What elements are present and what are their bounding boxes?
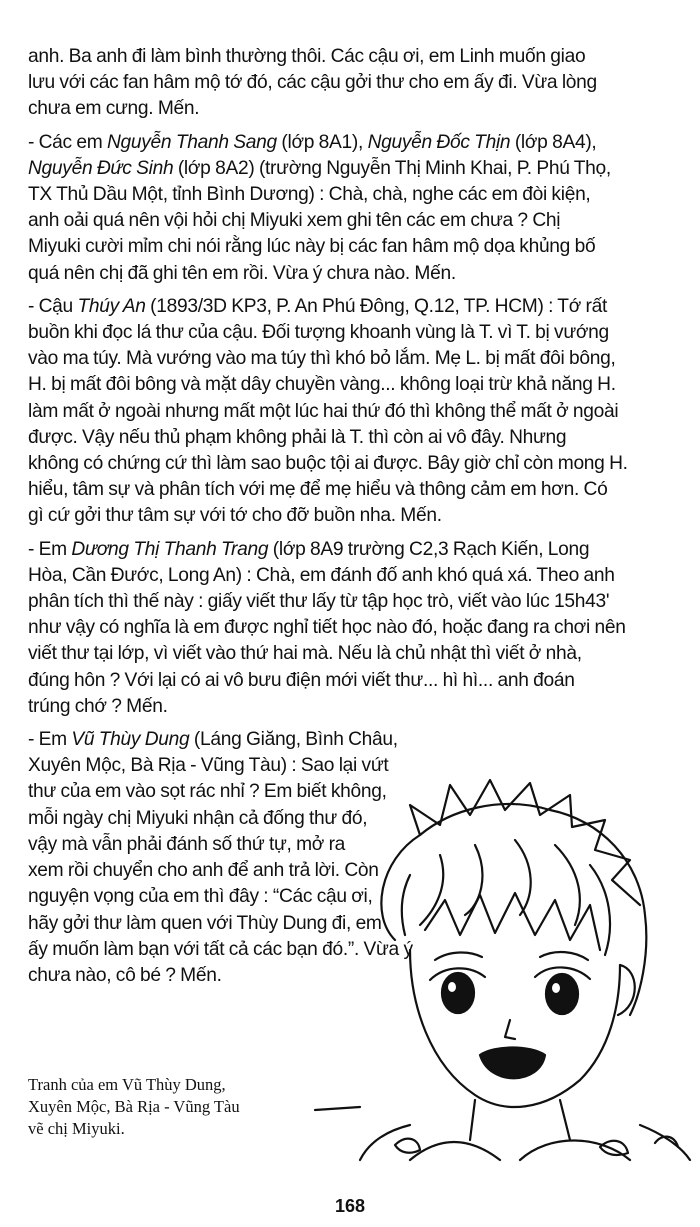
text-line: trúng chớ ? Mến. bbox=[28, 695, 168, 717]
text-line bbox=[28, 537, 680, 563]
recipient-address: (Láng Giăng, Bình Châu, bbox=[189, 729, 398, 751]
text-line: H. bị mất đôi bông và mặt dây chuyền vàng... không loại trừ khả năng H. bbox=[28, 374, 616, 396]
recipient-class: (lớp 8A1), bbox=[276, 131, 368, 153]
text-line: ấy muốn làm bạn với tất cả các bạn đó.”. Vừa ý bbox=[28, 938, 413, 960]
page-number: 168 bbox=[334, 1196, 366, 1216]
text-line: viết thư tại lớp, vì viết vào thứ hai mà. Nếu là chủ nhật thì viết ở nhà, bbox=[28, 643, 582, 665]
recipient-class: (lớp 8A4), bbox=[510, 131, 597, 153]
text-line: anh. Ba anh đi làm bình thường thôi. Các cậu ơi, em Linh muốn giao bbox=[28, 46, 586, 67]
reply-paragraph-4 bbox=[28, 537, 680, 720]
dash-prefix: - Các em bbox=[28, 131, 107, 153]
text-line: phân tích thì thế này : giấy viết thư lấy từ tập học trò, viết vào lúc 15h43' bbox=[28, 591, 610, 613]
text-line: gì cứ gởi thư tâm sự với tớ cho đỡ buồn nha. Mến. bbox=[28, 505, 442, 527]
text-line: đúng hôn ? Với lại có ai vô bưu điện mới viết thư... hì hì... anh đoán bbox=[28, 669, 575, 691]
dash-prefix: - Em bbox=[28, 538, 72, 560]
text-line: Hòa, Cần Đước, Long An) : Chà, em đánh đố anh khó quá xá. Theo anh bbox=[28, 564, 615, 586]
text-line: Miyuki cười mỉm chi nói rằng lúc này bị các fan hâm mộ dọa khủng bố bbox=[28, 236, 596, 258]
recipient-name: Vũ Thùy Dung bbox=[71, 729, 190, 751]
face-outline bbox=[410, 950, 620, 1107]
text-line: chưa nào, cô bé ? Mến. bbox=[28, 964, 222, 986]
text-line bbox=[28, 156, 680, 182]
text-line: buồn khi đọc lá thư của cậu. Đối tượng khoanh vùng là T. vì T. bị vướng bbox=[28, 322, 609, 344]
reply-paragraph-3 bbox=[28, 294, 680, 530]
fringe bbox=[425, 893, 600, 950]
text-line: hãy gởi thư làm quen với Thùy Dung đi, em bbox=[28, 912, 382, 934]
dash-prefix: - Em bbox=[28, 729, 72, 751]
reply-paragraph-1 bbox=[28, 44, 680, 123]
hair-strands bbox=[410, 780, 640, 905]
text-line: làm mất ở ngoài nhưng mất một lúc hai thứ đó thì không thể mất ở ngoài bbox=[28, 400, 619, 422]
hair-outline bbox=[381, 804, 646, 1015]
text-line: vậy mà vẫn phải đánh số thứ tự, mở ra bbox=[28, 833, 346, 855]
text-line: chưa em cưng. Mến. bbox=[28, 98, 200, 120]
illustration-caption bbox=[28, 1074, 328, 1140]
caption-line: Xuyên Mộc, Bà Rịa - Vũng Tàu bbox=[28, 1097, 240, 1116]
text-line bbox=[28, 294, 680, 320]
text-line: quá nên chị đã ghi tên em rồi. Vừa ý chưa nào. Mến. bbox=[28, 262, 456, 284]
text-line: vào ma túy. Mà vướng vào ma túy thì khó bỏ lắm. Mẹ L. bị mất đôi bông, bbox=[28, 348, 616, 370]
recipient-name: Dương Thị Thanh Trang bbox=[71, 538, 269, 560]
text-line: không có chứng cứ thì làm sao buộc tội ai được. Bây giờ chỉ còn mong H. bbox=[28, 453, 628, 475]
recipient-name: Nguyễn Đốc Thịn bbox=[367, 131, 511, 153]
recipient-name: Nguyễn Đức Sinh bbox=[28, 157, 174, 179]
text-line: hiểu, tâm sự và phân tích với mẹ để mẹ hiểu và thông cảm em hơn. Có bbox=[28, 479, 608, 501]
text-line bbox=[28, 130, 680, 156]
text-line: xem rồi chuyển cho anh để anh trả lời. Còn bbox=[28, 860, 379, 882]
text-line: như vậy có nghĩa là em được nghỉ tiết học nào đó, hoặc đang ra chơi nên bbox=[28, 617, 626, 639]
text-line: anh oải quá nên vội hỏi chị Miyuki xem ghi tên các em chưa ? Chị bbox=[28, 210, 561, 232]
text-line: TX Thủ Dầu Một, tỉnh Bình Dương) : Chà, chà, nghe các em đòi kiện, bbox=[28, 184, 591, 206]
recipient-address: (lớp 8A2) (trường Nguyễn Thị Minh Khai, P. Phú Thọ, bbox=[173, 157, 611, 179]
caption-line: vẽ chị Miyuki. bbox=[28, 1119, 125, 1138]
miyuki-drawing bbox=[300, 765, 695, 1165]
recipient-name: Nguyễn Thanh Sang bbox=[106, 131, 277, 153]
text-line: nguyện vọng của em thì đây : “Các cậu ơi, bbox=[28, 886, 373, 908]
recipient-name: Thúy An bbox=[77, 295, 146, 317]
reply-paragraph-2 bbox=[28, 130, 680, 287]
recipient-address: (1893/3D KP3, P. An Phú Đông, Q.12, TP. HCM) : Tớ rất bbox=[145, 295, 608, 317]
mouth bbox=[480, 1048, 545, 1079]
text-line: mỗi ngày chị Miyuki nhận cả đống thư đó, bbox=[28, 807, 368, 829]
text-line: thư của em vào sọt rác nhỉ ? Em biết không, bbox=[28, 781, 387, 803]
text-line: Xuyên Mộc, Bà Rịa - Vũng Tàu) : Sao lại vứt bbox=[28, 755, 389, 777]
text-line: được. Vậy nếu thủ phạm không phải là T. thì còn ai vô đây. Nhưng bbox=[28, 426, 567, 448]
text-line bbox=[28, 727, 448, 753]
recipient-address: (lớp 8A9 trường C2,3 Rạch Kiến, Long bbox=[268, 538, 590, 560]
caption-line: Tranh của em Vũ Thùy Dung, bbox=[28, 1075, 226, 1094]
text-line: lưu với các fan hâm mộ tớ đó, các cậu gởi thư cho em ấy đi. Vừa lòng bbox=[28, 72, 597, 94]
dash-prefix: - Cậu bbox=[28, 295, 78, 317]
